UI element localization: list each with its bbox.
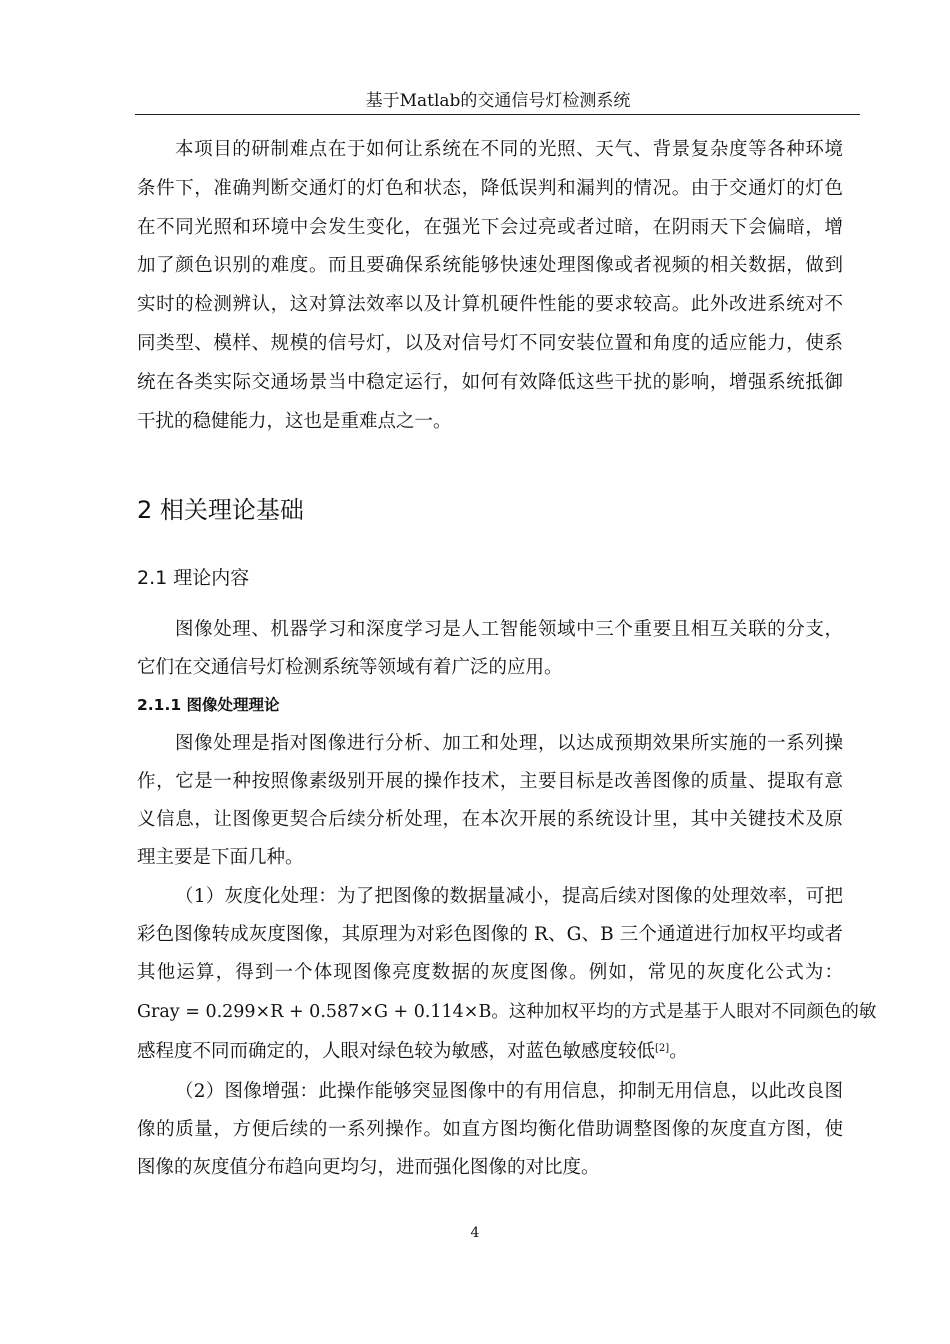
text-line: 条件下，准确判断交通灯的灯色和状态，降低误判和漏判的情况。由于交通灯的灯色 xyxy=(137,178,843,199)
text-line: 理主要是下面几种。 xyxy=(137,847,304,868)
text-span: 。 xyxy=(669,1041,688,1062)
text-line: 它们在交通信号灯检测系统等领域有着广泛的应用。 xyxy=(137,657,563,678)
header-rule xyxy=(135,114,860,115)
text-line: 像的质量，方便后续的一系列操作。如直方图均衡化借助调整图像的灰度直方图，使 xyxy=(137,1119,843,1140)
text-line: 统在各类实际交通场景当中稳定运行，如何有效降低这些干扰的影响，增强系统抵御 xyxy=(137,372,843,393)
running-header: 基于Matlab的交通信号灯检测系统 xyxy=(365,91,631,111)
text-line: 图像的灰度值分布趋向更均匀，进而强化图像的对比度。 xyxy=(137,1157,600,1178)
text-line: （1）灰度化处理：为了把图像的数据量减小，提高后续对图像的处理效率，可把 xyxy=(175,886,843,907)
text-line: 图像处理是指对图像进行分析、加工和处理，以达成预期效果所实施的一系列操 xyxy=(175,733,843,754)
text-line: 本项目的研制难点在于如何让系统在不同的光照、天气、背景复杂度等各种环境 xyxy=(175,139,843,160)
text-line: 作，它是一种按照像素级别开展的操作技术，主要目标是改善图像的质量、提取有意 xyxy=(137,771,843,792)
text-line: 同类型、模样、规模的信号灯，以及对信号灯不同安装位置和角度的适应能力，使系 xyxy=(137,333,843,354)
text-line: 干扰的稳健能力，这也是重难点之一。 xyxy=(137,411,452,432)
text-line: （2）图像增强：此操作能够突显图像中的有用信息，抑制无用信息，以此改良图 xyxy=(175,1081,843,1102)
text-line: 在不同光照和环境中会发生变化，在强光下会过亮或者过暗，在阴雨天下会偏暗，增 xyxy=(137,217,843,238)
text-line: 图像处理、机器学习和深度学习是人工智能领域中三个重要且相互关联的分支， xyxy=(175,619,843,640)
text-line: Gray = 0.299×R + 0.587×G + 0.114×B。这种加权平均的方式是基于人眼对不同颜色的敏 xyxy=(137,1002,877,1022)
text-span: 感程度不同而确定的，人眼对绿色较为敏感，对蓝色敏感度较低 xyxy=(137,1041,656,1062)
text-line: 实时的检测辨认，这对算法效率以及计算机硬件性能的要求较高。此外改进系统对不 xyxy=(137,294,843,315)
subsubsection-heading: 2.1.1 图像处理理论 xyxy=(137,696,280,714)
page-number: 4 xyxy=(470,1225,480,1241)
text-line: 加了颜色识别的难度。而且要确保系统能够快速处理图像或者视频的相关数据，做到 xyxy=(137,255,843,276)
text-line xyxy=(137,1038,843,1066)
text-line: 义信息，让图像更契合后续分析处理，在本次开展的系统设计里，其中关键技术及原 xyxy=(137,809,843,830)
text-line: 其他运算，得到一个体现图像亮度数据的灰度图像。例如，常见的灰度化公式为： xyxy=(137,962,843,983)
text-line: 彩色图像转成灰度图像，其原理为对彩色图像的 R、G、B 三个通道进行加权平均或者 xyxy=(137,924,843,945)
citation-link[interactable]: [2] xyxy=(655,1043,670,1054)
section-heading: 2 相关理论基础 xyxy=(137,496,304,524)
subsection-heading: 2.1 理论内容 xyxy=(137,567,250,589)
